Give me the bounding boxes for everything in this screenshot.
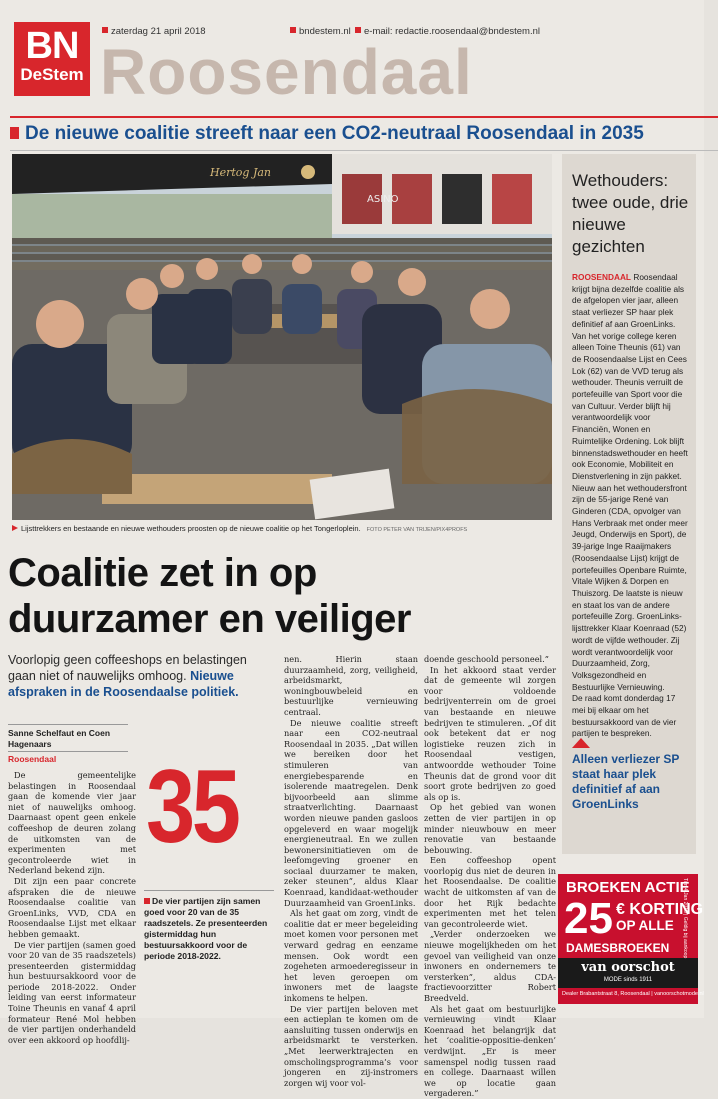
caption-text: Lijsttrekkers en bestaande en nieuwe wethouders proosten op de nieuwe coalitie op het Tongerloplein.: [21, 524, 361, 533]
casino-sign: ASINO: [367, 194, 399, 205]
logo-destem: DeStem: [20, 65, 84, 84]
headline-line1: Coalitie zet in op: [8, 551, 317, 595]
advertisement-van-oorschot[interactable]: [558, 874, 704, 1004]
col3-p5: „Verder onderzoeken we nieuwe mogelijkheden om het gevoel van veiligheid van onze inwoners en ondernemers te versterken”, aldus CDA-fractievoorzitter Robert Breedveld.: [424, 929, 556, 1003]
sidebar-aldermen: [562, 154, 696, 854]
byline-rule-bottom: [8, 751, 128, 752]
col3-p4: Een coffeeshop opent voorlopig dus niet de deuren in het Roosendaalse. De coalitie wacht de uitkomsten af van de door het Rijk bedachte experimenten met het telen van gecontroleerde wiet.: [424, 855, 556, 929]
ad-tagline: MODE sinds 1911: [603, 977, 653, 983]
ad-address: Dealer Brabantstraat 8, Roosendaal | vanoorschotmode.nl: [562, 991, 704, 997]
sidebar-p3: Nieuw aan het wethoudersfront zijn de 55-jarige René van Ginderen (CDA, opvolger van Hans Verbraak met onder meer Jeugd, Onderwijs en Sport), de 39-jarige Inge Raaijmakers (Roosendaalse Lijst) krijgt de portefeuilles Openbare Ruimte, Vitale Wijken & Dorpen en Thuiszorg. De laatste is nieuw en staat los van de andere portefeuille Zorg. GroenLinks-lijsttrekker Klaar Koenraad (52) wordt de vijfde wethouder. Zij wordt verantwoordelijk voor Duurzaamheid, Zorg, Volksgezondheid en Bestuurlijke Vernieuwing.: [572, 482, 688, 692]
banner-rule-top: [10, 116, 718, 118]
number-caption-text: De vier partijen zijn samen goed voor 20 van de 35 raadszetels. Ze presenteerden gistermiddag hun bestuursakkoord voor de periode 2018-2022.: [144, 896, 268, 961]
date: zaterdag 21 april 2018: [111, 26, 206, 37]
col2-p2: De nieuwe coalitie streeft naar een CO2-neutraal Roosendaal in 2035. „Dat willen we bereiken door het stimuleren van energiebesparende en isolerende maatregelen. Denk bijvoorbeeld aan slimme straatverlichting. Daarnaast worden nieuwe panden gasloos opgeleverd en waar mogelijk energieneutraal. En we zullen bewonersinitiatieven om de leefomgeving groener en sociaal duurzamer te maken, zeker steunen”, aldus Klaar Koenraad, kandidaat-wethouder Duurzaamheid van GroenLinks.: [284, 717, 418, 908]
coalition-photo[interactable]: [12, 154, 552, 520]
website: bndestem.nl: [299, 26, 351, 37]
big-number: 35: [146, 749, 238, 865]
section-label: Roosendaal: [8, 754, 57, 764]
banner: [10, 120, 690, 148]
sidebar-heading: Wethouders: twee oude, drie nieuwe gezichten: [572, 171, 689, 256]
col3-p3: Op het gebied van wonen zetten de vier partijen in op minder nieuwbouw en meer renovatie van bestaande bebouwing.: [424, 802, 556, 855]
bn-destem-logo[interactable]: [14, 22, 90, 96]
article-headline: [8, 550, 560, 642]
sidebar-dateline: ROOSENDAAL: [572, 272, 632, 282]
ad-side-text: T/m 4 Jan 2018 | Geldig bij aankoop: [682, 878, 688, 959]
article-column-1: [8, 770, 136, 1045]
col1-p2: Dit zijn een paar concrete afspraken die de nieuwe Roosendaalse coalitie van GroenLinks, VVD, CDA en Roosendaalse Lijst met elkaar hebben gemaakt.: [8, 875, 136, 939]
col1-p3: De vier partijen (samen goed voor 20 van de 35 raadszetels) presenteerden gistermiddag hun bestuursakkoord voor de periode 2018-2022. Onder leiding van eerst informateur Toine Theunis en vanaf 4 april formateur René Mol hebben de vier partijen onderhandeld over een akkoord op hoofdlij-: [8, 939, 136, 1045]
email: e-mail: redactie.roosendaal@bndestem.nl: [364, 26, 540, 37]
ad-brand-bar: [558, 958, 698, 988]
photo-illustration: [12, 154, 552, 520]
banner-rule-bottom: [10, 150, 718, 151]
article-column-2: [284, 654, 418, 1088]
col3-p6: Als het gaat om bestuurlijke vernieuwing vindt Klaar Koenraad het belangrijk dat het ‘coalitie-oppositie-denken’ verdwijnt. „Er is meer samenspel nodig tussen raad en college. Daarnaast willen we op locatie gaan vergaderen.”: [424, 1003, 556, 1099]
article-intro: [8, 652, 268, 700]
headline-line2: duurzamer en veiliger: [8, 597, 411, 641]
article-column-2-lower: [146, 966, 278, 1016]
number-rule: [144, 890, 274, 891]
sidebar-body: [572, 272, 688, 740]
col3-p2: In het akkoord staat verder dat de gemeente wil zorgen voor voldoende bedrijventerrein om de groei van bestaande en nieuwe bedrijven te stimuleren. „Of dit ook betekent dat er nog logistieke reuzen zich in Roosendaal vestigen, antwoordde wethouder Toine Theunis dat de grond voor dit soort grote bedrijven zo goed als op is.: [424, 664, 556, 802]
ad-line3: DAMESBROEKEN: [566, 941, 670, 955]
pullquote-text: Alleen verliezer SP staat haar plek definitief af aan GroenLinks: [572, 752, 680, 811]
ad-discount: € KORTING: [616, 901, 704, 918]
logo-bn: BN: [25, 25, 79, 67]
col2-p1: nen. Hierin staan duurzaamheid, zorg, veiligheid, arbeidsmarkt, woningbouwbeleid en bestuurlijke vernieuwing centraal.: [284, 654, 418, 717]
hertog-jan-sign: Hertog Jan: [210, 166, 271, 179]
intro-plain: Voorlopig geen coffeeshops en belastingen gaan niet of nauwelijks omhoog.: [8, 653, 247, 683]
photo-caption: [12, 524, 552, 533]
intro-bold: Nieuwe afspraken in de Roosendaalse politiek.: [8, 669, 239, 699]
ad-brand: van oorschot: [581, 960, 675, 975]
ad-line1: BROEKEN ACTIE: [566, 879, 690, 896]
sidebar-p4: De raad komt donderdag 17 mei bij elkaar om het bestuursakkoord van de vier partijen te bespreken.: [572, 693, 677, 739]
col1-p1: De gemeentelijke belastingen in Roosendaal gaan de komende vier jaar niet of nauwelijks omhoog. Daarnaast opent geen enkele coffeeshop de deuren zolang de uitkomsten van de experimenten met gecontroleerde wiet in Nederland bekend zijn.: [8, 770, 136, 876]
byline-rule-top: [8, 724, 128, 725]
photo-credit: FOTO PETER VAN TRIJEN/PIX4PROFS: [366, 527, 468, 533]
city-title: Roosendaal: [100, 36, 473, 108]
ad-amount: 25: [564, 894, 613, 943]
sidebar-p2: Van het vorige college keren alleen Toine Theunis (61) van de Roosendaalse Lijst en Cees Lok (62) van de VVD terug als wethouder. Theunis verruilt de portefeuille van Sport voor die van Cultuur. Verder blijft hij verantwoordelijk voor Financiën, Wonen en Ruimtelijke Ordening. Lok blijft binnenstadswethouder en heeft ook Economie, Mobiliteit en Dienstverlening in zijn pakket.: [572, 330, 688, 481]
col3-p1: doende geschoold personeel.”: [424, 654, 549, 664]
col2-p4: De vier partijen beloven met een actieplan te komen om de aansluiting tussen onderwijs en arbeidsmarkt te versterken. „Met leerwerktrajecten en omscholingsprogramma’s voor jongeren en zij-instromers zorgen wij voor vol-: [284, 1003, 418, 1088]
banner-headline: De nieuwe coalitie streeft naar een CO2-neutraal Roosendaal in 2035: [25, 123, 644, 144]
byline: Sanne Schelfaut en Coen Hagenaars: [8, 728, 111, 749]
number-caption: [144, 896, 276, 962]
triangle-icon: [572, 738, 590, 748]
col2-p3: Als het gaat om zorg, vindt de coalitie dat er meer begeleiding moet komen voor personen met verward gedrag en eenzame mensen. Ook wordt een zogeheten armoederegisseur in het leven geroepen om inwoners met de laagste inkomens te helpen.: [284, 908, 418, 1003]
ad-line2: OP ALLE: [616, 918, 674, 933]
article-column-3: [424, 654, 556, 1099]
sidebar-pullquote: [572, 738, 692, 812]
sidebar-p1: Roosendaal krijgt bijna dezelfde coalitie als de afgelopen vier jaar, alleen staat verliezer SP haar plek definitief af aan GroenLinks.: [572, 272, 685, 329]
